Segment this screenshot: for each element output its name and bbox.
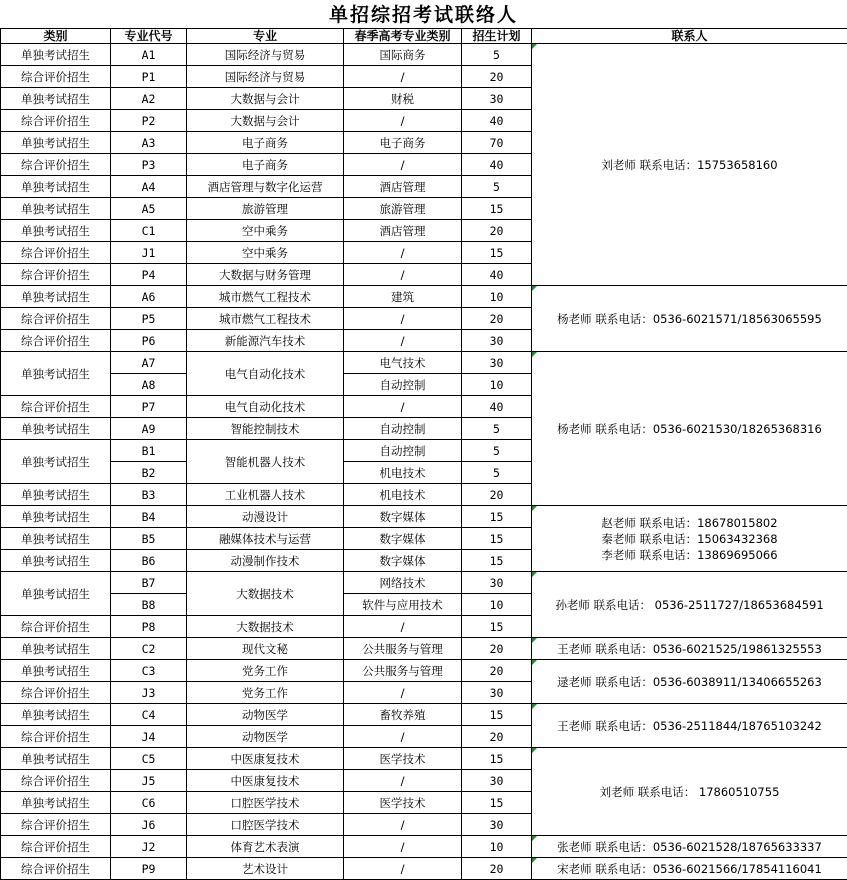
- contact-cell: [532, 506, 847, 572]
- plan-cell: 5: [462, 44, 532, 66]
- contact-line: 刘老师 联系电话：15753658160: [601, 157, 778, 172]
- code-cell: J5: [111, 770, 187, 792]
- header-contact: 联系人: [532, 29, 847, 44]
- spring-cell: /: [344, 264, 462, 286]
- table-row: [1, 748, 847, 770]
- major-cell: 体育艺术表演: [187, 836, 344, 858]
- plan-cell: 40: [462, 154, 532, 176]
- plan-cell: 20: [462, 308, 532, 330]
- contact-cell: [532, 660, 847, 704]
- spring-cell: /: [344, 330, 462, 352]
- spring-cell: /: [344, 682, 462, 704]
- spring-cell: /: [344, 616, 462, 638]
- major-cell: 现代文秘: [187, 638, 344, 660]
- spring-cell: 财税: [344, 88, 462, 110]
- spring-cell: /: [344, 242, 462, 264]
- major-cell: 电子商务: [187, 154, 344, 176]
- code-cell: P5: [111, 308, 187, 330]
- code-cell: A5: [111, 198, 187, 220]
- category-cell: 单独考试招生: [1, 286, 111, 308]
- header-plan: 招生计划: [462, 29, 532, 44]
- spring-cell: 公共服务与管理: [344, 660, 462, 682]
- code-cell: A8: [111, 374, 187, 396]
- spring-cell: 医学技术: [344, 748, 462, 770]
- category-cell: 综合评价招生: [1, 242, 111, 264]
- plan-cell: 30: [462, 770, 532, 792]
- spring-cell: 数字媒体: [344, 550, 462, 572]
- category-cell: 综合评价招生: [1, 330, 111, 352]
- spring-cell: 网络技术: [344, 572, 462, 594]
- spring-cell: /: [344, 770, 462, 792]
- category-cell: 单独考试招生: [1, 704, 111, 726]
- table-row: [1, 352, 847, 374]
- code-cell: A7: [111, 352, 187, 374]
- contact-line: 孙老师 联系电话： 0536-2511727/18653684591: [555, 597, 824, 612]
- category-cell: 综合评价招生: [1, 110, 111, 132]
- category-cell: 单独考试招生: [1, 506, 111, 528]
- plan-cell: 20: [462, 726, 532, 748]
- spring-cell: 电子商务: [344, 132, 462, 154]
- major-cell: 新能源汽车技术: [187, 330, 344, 352]
- code-cell: A2: [111, 88, 187, 110]
- table-row: [1, 704, 847, 726]
- plan-cell: 15: [462, 528, 532, 550]
- spring-cell: 机电技术: [344, 484, 462, 506]
- category-cell: 单独考试招生: [1, 44, 111, 66]
- contact-cell: [532, 836, 847, 858]
- spring-cell: 公共服务与管理: [344, 638, 462, 660]
- plan-cell: 20: [462, 220, 532, 242]
- spring-cell: 自动控制: [344, 418, 462, 440]
- spring-cell: 酒店管理: [344, 220, 462, 242]
- category-cell: 单独考试招生: [1, 484, 111, 506]
- major-cell: 工业机器人技术: [187, 484, 344, 506]
- category-cell: 综合评价招生: [1, 836, 111, 858]
- code-cell: B4: [111, 506, 187, 528]
- plan-cell: 30: [462, 330, 532, 352]
- spring-cell: 旅游管理: [344, 198, 462, 220]
- spring-cell: /: [344, 396, 462, 418]
- plan-cell: 5: [462, 418, 532, 440]
- major-cell: 国际经济与贸易: [187, 66, 344, 88]
- category-cell: 单独考试招生: [1, 88, 111, 110]
- contact-line: 赵老师 联系电话：18678015802: [601, 515, 778, 530]
- major-cell: 旅游管理: [187, 198, 344, 220]
- plan-cell: 30: [462, 352, 532, 374]
- contact-cell: [532, 352, 847, 506]
- major-cell: 动漫设计: [187, 506, 344, 528]
- spring-cell: /: [344, 308, 462, 330]
- major-cell: 空中乘务: [187, 220, 344, 242]
- plan-cell: 15: [462, 704, 532, 726]
- code-cell: P7: [111, 396, 187, 418]
- spring-cell: 自动控制: [344, 440, 462, 462]
- code-cell: A1: [111, 44, 187, 66]
- code-cell: P4: [111, 264, 187, 286]
- code-cell: C4: [111, 704, 187, 726]
- spring-cell: 电气技术: [344, 352, 462, 374]
- category-cell: 综合评价招生: [1, 814, 111, 836]
- table-row: [1, 506, 847, 528]
- code-cell: P3: [111, 154, 187, 176]
- table-row: [1, 660, 847, 682]
- contact-cell: [532, 704, 847, 748]
- code-cell: B6: [111, 550, 187, 572]
- contact-line: 刘老师 联系电话： 17860510755: [599, 784, 780, 799]
- category-cell: 综合评价招生: [1, 682, 111, 704]
- code-cell: A9: [111, 418, 187, 440]
- major-cell: 大数据技术: [187, 572, 344, 616]
- category-cell: 单独考试招生: [1, 176, 111, 198]
- code-cell: C3: [111, 660, 187, 682]
- header-row: [1, 29, 847, 44]
- contact-cell: [532, 858, 847, 880]
- plan-cell: 20: [462, 484, 532, 506]
- major-cell: 智能机器人技术: [187, 440, 344, 484]
- page-title: 单招综招考试联络人: [328, 4, 518, 26]
- spring-cell: 酒店管理: [344, 176, 462, 198]
- contact-line: 杨老师 联系电话：0536-6021571/18563065595: [557, 311, 822, 326]
- table-row: [1, 858, 847, 880]
- plan-cell: 20: [462, 66, 532, 88]
- contact-cell: [532, 638, 847, 660]
- code-cell: B2: [111, 462, 187, 484]
- header-code: 专业代号: [111, 29, 187, 44]
- spring-cell: /: [344, 836, 462, 858]
- category-cell: 单独考试招生: [1, 792, 111, 814]
- category-cell: 综合评价招生: [1, 396, 111, 418]
- plan-cell: 20: [462, 660, 532, 682]
- contact-line: 杨老师 联系电话：0536-6021530/18265368316: [557, 421, 822, 436]
- major-cell: 融媒体技术与运营: [187, 528, 344, 550]
- plan-cell: 15: [462, 550, 532, 572]
- code-cell: P8: [111, 616, 187, 638]
- plan-cell: 10: [462, 286, 532, 308]
- spring-cell: 国际商务: [344, 44, 462, 66]
- plan-cell: 10: [462, 836, 532, 858]
- spring-cell: 机电技术: [344, 462, 462, 484]
- table-row: [1, 44, 847, 66]
- spring-cell: /: [344, 110, 462, 132]
- spring-cell: 畜牧养殖: [344, 704, 462, 726]
- category-cell: 单独考试招生: [1, 660, 111, 682]
- major-cell: 中医康复技术: [187, 770, 344, 792]
- contact-line: 王老师 联系电话：0536-2511844/18765103242: [557, 718, 822, 733]
- spring-cell: 自动控制: [344, 374, 462, 396]
- major-cell: 党务工作: [187, 660, 344, 682]
- category-cell: 单独考试招生: [1, 198, 111, 220]
- category-cell: 综合评价招生: [1, 770, 111, 792]
- plan-cell: 5: [462, 440, 532, 462]
- spring-cell: 数字媒体: [344, 506, 462, 528]
- category-cell: 综合评价招生: [1, 66, 111, 88]
- spring-cell: 软件与应用技术: [344, 594, 462, 616]
- header-category: 类别: [1, 29, 111, 44]
- category-cell: 单独考试招生: [1, 572, 111, 616]
- contact-cell: [532, 44, 847, 286]
- category-cell: 单独考试招生: [1, 638, 111, 660]
- spring-cell: /: [344, 66, 462, 88]
- spring-cell: 建筑: [344, 286, 462, 308]
- plan-cell: 15: [462, 242, 532, 264]
- spring-cell: /: [344, 726, 462, 748]
- code-cell: B3: [111, 484, 187, 506]
- header-major: 专业: [187, 29, 344, 44]
- major-cell: 动物医学: [187, 704, 344, 726]
- plan-cell: 5: [462, 176, 532, 198]
- plan-cell: 15: [462, 748, 532, 770]
- major-cell: 动漫制作技术: [187, 550, 344, 572]
- plan-cell: 30: [462, 88, 532, 110]
- contact-table: [0, 28, 847, 880]
- code-cell: B1: [111, 440, 187, 462]
- table-row: [1, 638, 847, 660]
- spring-cell: 医学技术: [344, 792, 462, 814]
- category-cell: 综合评价招生: [1, 308, 111, 330]
- contact-line: 秦老师 联系电话：15063432368: [601, 531, 778, 546]
- spring-cell: /: [344, 154, 462, 176]
- plan-cell: 40: [462, 110, 532, 132]
- category-cell: 单独考试招生: [1, 418, 111, 440]
- major-cell: 国际经济与贸易: [187, 44, 344, 66]
- spring-cell: 数字媒体: [344, 528, 462, 550]
- plan-cell: 10: [462, 374, 532, 396]
- major-cell: 智能控制技术: [187, 418, 344, 440]
- major-cell: 酒店管理与数字化运营: [187, 176, 344, 198]
- category-cell: 综合评价招生: [1, 616, 111, 638]
- code-cell: C6: [111, 792, 187, 814]
- category-cell: 单独考试招生: [1, 748, 111, 770]
- table-row: [1, 286, 847, 308]
- code-cell: J2: [111, 836, 187, 858]
- major-cell: 大数据与会计: [187, 110, 344, 132]
- major-cell: 口腔医学技术: [187, 792, 344, 814]
- plan-cell: 5: [462, 462, 532, 484]
- code-cell: C1: [111, 220, 187, 242]
- plan-cell: 15: [462, 792, 532, 814]
- category-cell: 综合评价招生: [1, 264, 111, 286]
- code-cell: A3: [111, 132, 187, 154]
- major-cell: 城市燃气工程技术: [187, 286, 344, 308]
- plan-cell: 30: [462, 572, 532, 594]
- contact-line: 张老师 联系电话：0536-6021528/18765633337: [557, 839, 822, 854]
- category-cell: 综合评价招生: [1, 726, 111, 748]
- plan-cell: 20: [462, 638, 532, 660]
- plan-cell: 40: [462, 264, 532, 286]
- major-cell: 大数据技术: [187, 616, 344, 638]
- category-cell: 单独考试招生: [1, 440, 111, 484]
- header-spring-category: 春季高考专业类别: [344, 29, 462, 44]
- code-cell: P1: [111, 66, 187, 88]
- major-cell: 动物医学: [187, 726, 344, 748]
- spring-cell: /: [344, 858, 462, 880]
- contact-cell: [532, 572, 847, 638]
- table-row: [1, 836, 847, 858]
- code-cell: J6: [111, 814, 187, 836]
- code-cell: P2: [111, 110, 187, 132]
- code-cell: A6: [111, 286, 187, 308]
- code-cell: B5: [111, 528, 187, 550]
- major-cell: 城市燃气工程技术: [187, 308, 344, 330]
- contact-cell: [532, 286, 847, 352]
- contact-line: 逯老师 联系电话：0536-6038911/13406655263: [557, 674, 822, 689]
- major-cell: 电子商务: [187, 132, 344, 154]
- code-cell: C2: [111, 638, 187, 660]
- code-cell: P9: [111, 858, 187, 880]
- major-cell: 口腔医学技术: [187, 814, 344, 836]
- category-cell: 单独考试招生: [1, 132, 111, 154]
- contact-line: 李老师 联系电话：13869695066: [601, 547, 778, 562]
- plan-cell: 30: [462, 682, 532, 704]
- code-cell: J1: [111, 242, 187, 264]
- major-cell: 大数据与财务管理: [187, 264, 344, 286]
- code-cell: B7: [111, 572, 187, 594]
- code-cell: A4: [111, 176, 187, 198]
- code-cell: J3: [111, 682, 187, 704]
- contact-cell: [532, 748, 847, 836]
- code-cell: P6: [111, 330, 187, 352]
- plan-cell: 20: [462, 858, 532, 880]
- plan-cell: 15: [462, 198, 532, 220]
- major-cell: 空中乘务: [187, 242, 344, 264]
- plan-cell: 15: [462, 616, 532, 638]
- table-row: [1, 572, 847, 594]
- category-cell: 单独考试招生: [1, 352, 111, 396]
- plan-cell: 15: [462, 506, 532, 528]
- contact-line: 宋老师 联系电话：0536-6021566/17854116041: [557, 861, 822, 876]
- category-cell: 综合评价招生: [1, 858, 111, 880]
- plan-cell: 30: [462, 814, 532, 836]
- code-cell: J4: [111, 726, 187, 748]
- major-cell: 电气自动化技术: [187, 396, 344, 418]
- plan-cell: 70: [462, 132, 532, 154]
- major-cell: 中医康复技术: [187, 748, 344, 770]
- code-cell: B8: [111, 594, 187, 616]
- contact-line: 王老师 联系电话：0536-6021525/19861325553: [557, 641, 822, 656]
- major-cell: 艺术设计: [187, 858, 344, 880]
- plan-cell: 10: [462, 594, 532, 616]
- major-cell: 党务工作: [187, 682, 344, 704]
- category-cell: 单独考试招生: [1, 528, 111, 550]
- plan-cell: 40: [462, 396, 532, 418]
- category-cell: 综合评价招生: [1, 154, 111, 176]
- spring-cell: /: [344, 814, 462, 836]
- category-cell: 单独考试招生: [1, 220, 111, 242]
- category-cell: 单独考试招生: [1, 550, 111, 572]
- code-cell: C5: [111, 748, 187, 770]
- major-cell: 大数据与会计: [187, 88, 344, 110]
- major-cell: 电气自动化技术: [187, 352, 344, 396]
